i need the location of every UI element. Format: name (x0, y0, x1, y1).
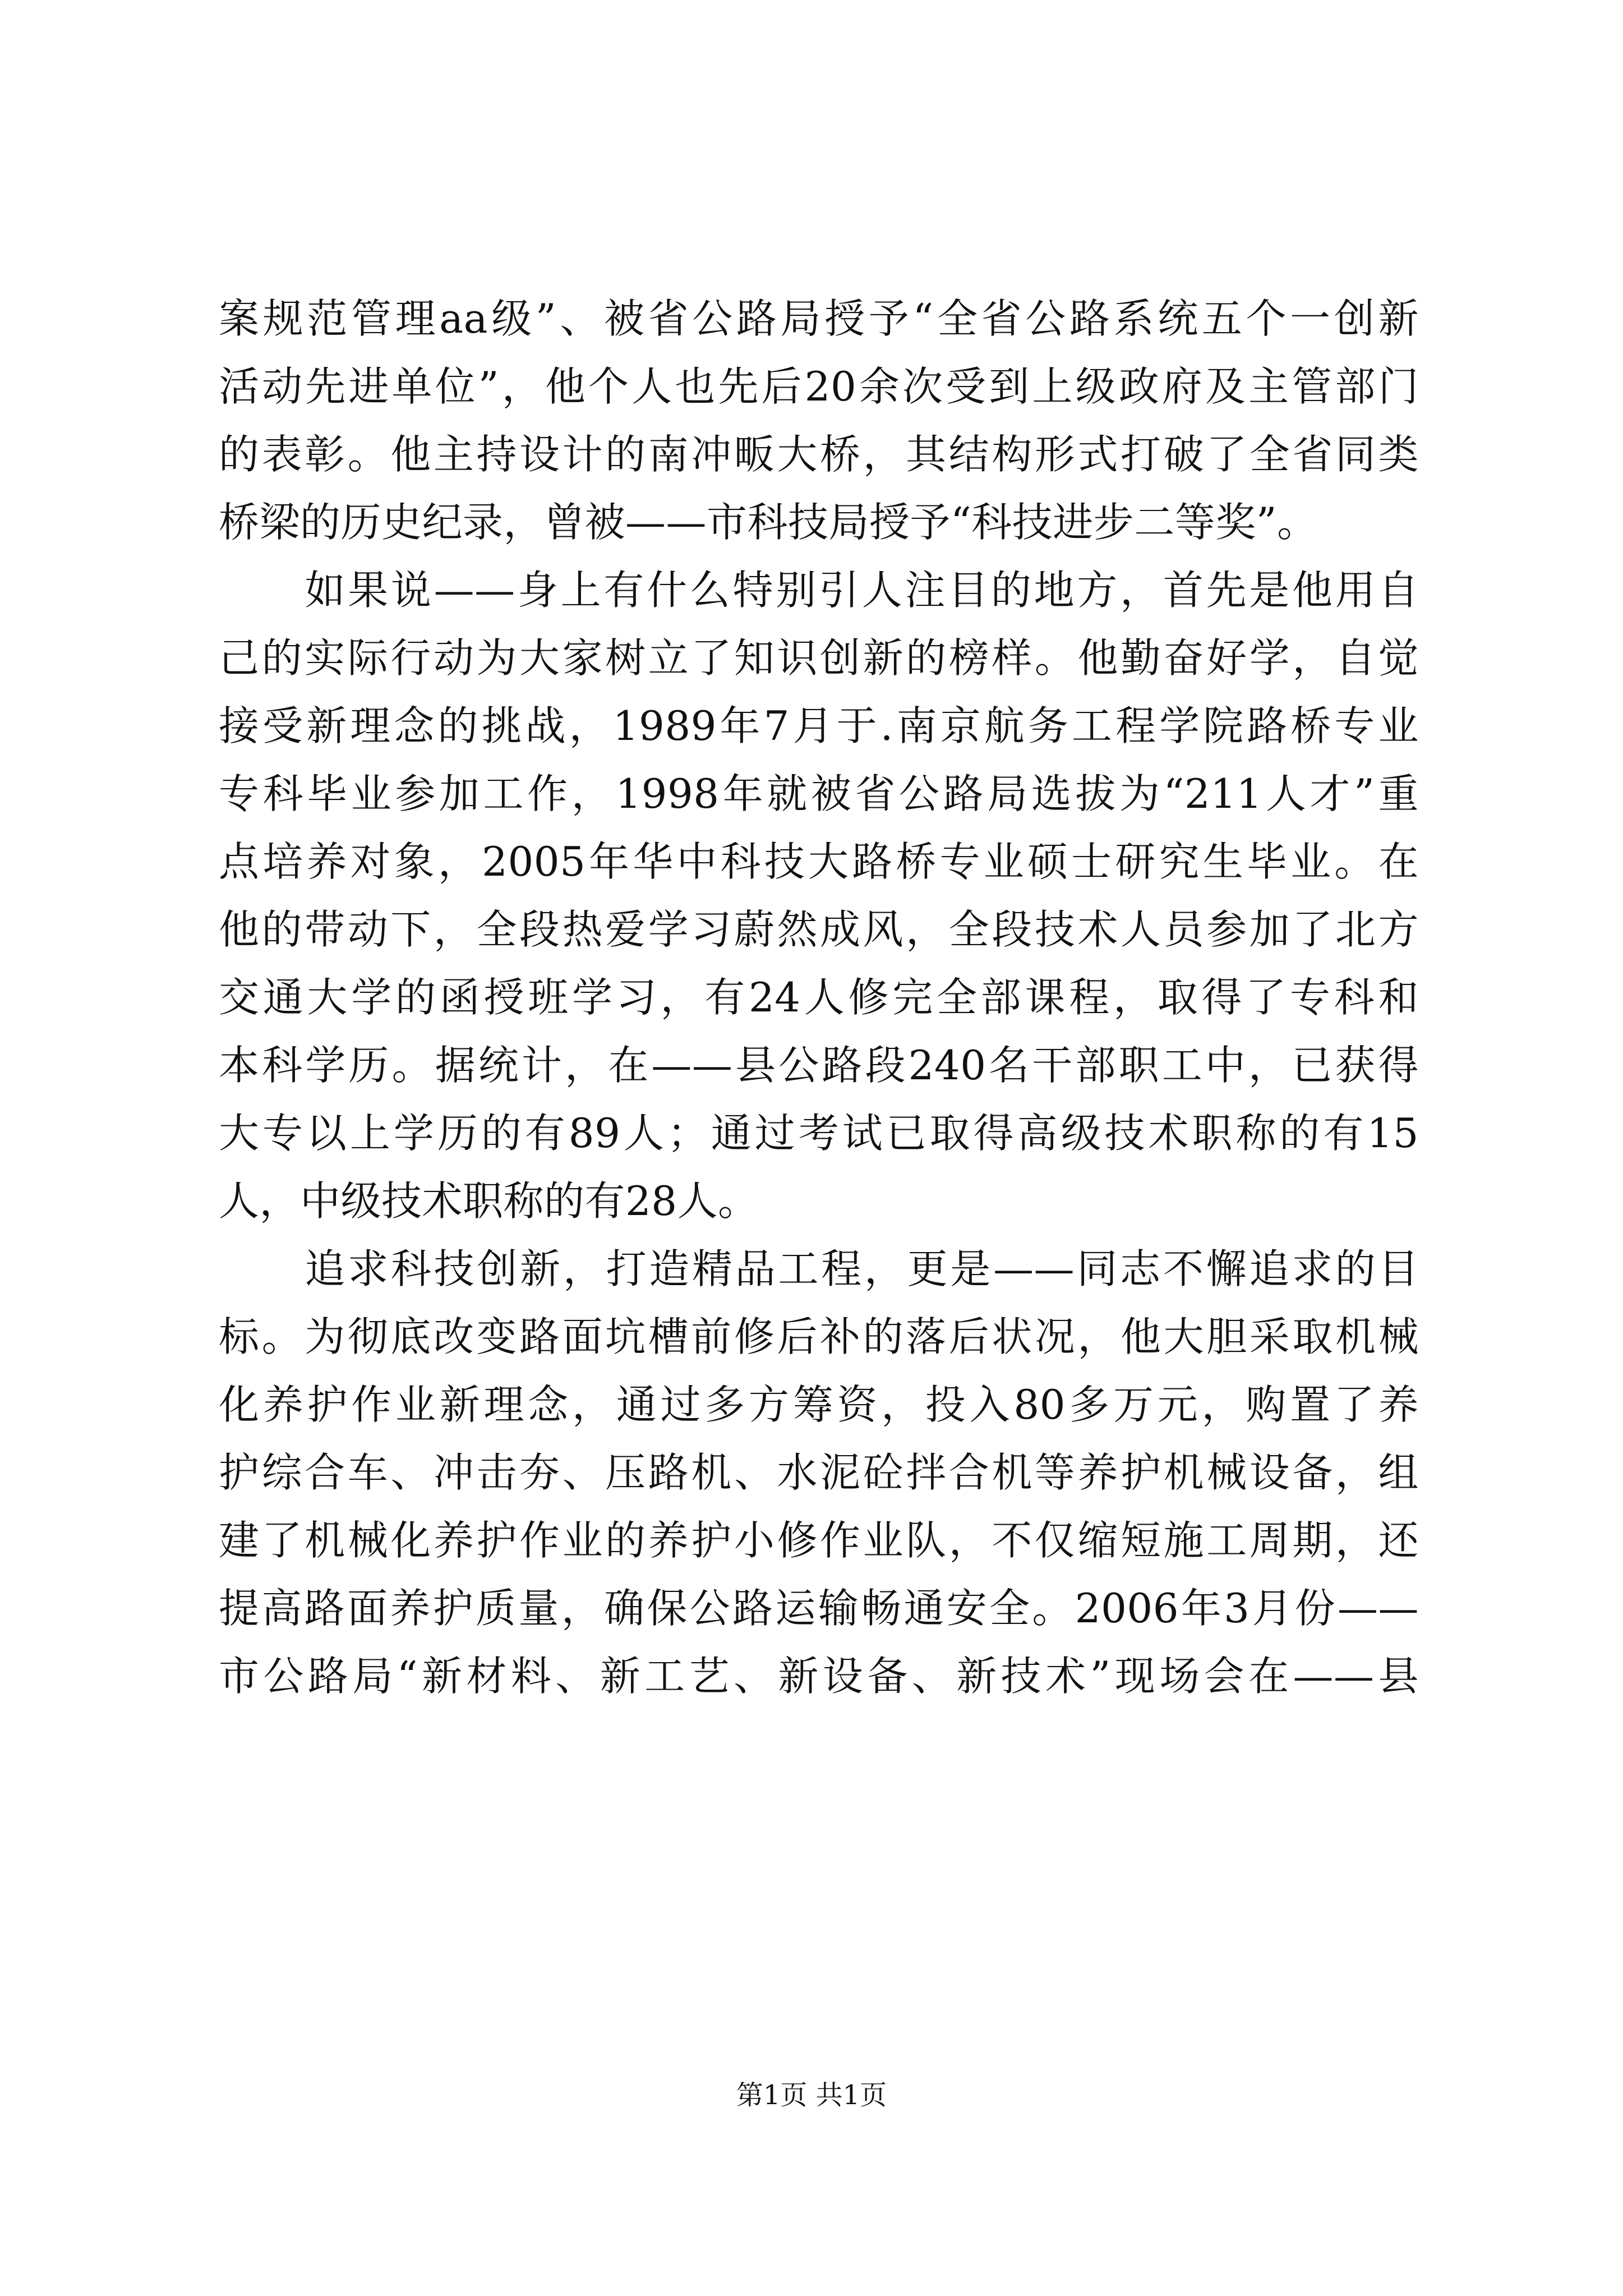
paragraph-1 (219, 285, 1419, 556)
text-line: 他的带动下，全段热爱学习蔚然成风，全段技术人员参加了北方 (219, 906, 1419, 953)
text-line: 提高路面养护质量，确保公路运输畅通安全。2006年3月份—— (219, 1585, 1419, 1632)
text-line: 护综合车、冲击夯、压路机、水泥砼拌合机等养护机械设备，组 (219, 1449, 1419, 1496)
text-line: 案规范管理aa级”、被省公路局授予“全省公路系统五个一创新 (219, 295, 1419, 342)
text-line: 化养护作业新理念，通过多方筹资，投入80多万元，购置了养 (219, 1381, 1419, 1428)
text-line: 点培养对象，2005年华中科技大路桥专业硕士研究生毕业。在 (219, 838, 1419, 885)
text-line: 专科毕业参加工作，1998年就被省公路局选拔为“211人才”重 (219, 770, 1419, 817)
text-line: 交通大学的函授班学习，有24人修完全部课程，取得了专科和 (219, 974, 1419, 1021)
text-line: 建了机械化养护作业的养护小修作业队，不仅缩短施工周期，还 (219, 1517, 1419, 1564)
text-line: 大专以上学历的有89人；通过考试已取得高级技术职称的有15 (219, 1110, 1419, 1157)
text-line: 接受新理念的挑战，1989年7月于.南京航务工程学院路桥专业 (219, 702, 1419, 749)
paragraph-3 (219, 1235, 1419, 1710)
text-line: 市公路局“新材料、新工艺、新设备、新技术”现场会在——县 (219, 1653, 1419, 1700)
text-line: 的表彰。他主持设计的南冲畈大桥，其结构形式打破了全省同类 (219, 431, 1419, 478)
text-line: 人，中级技术职称的有28人。 (219, 1177, 759, 1225)
text-line: 本科学历。据统计，在——县公路段240名干部职工中，已获得 (219, 1042, 1419, 1089)
text-line: 如果说——身上有什么特别引人注目的地方，首先是他用自 (219, 567, 1419, 614)
text-line: 追求科技创新，打造精品工程，更是——同志不懈追求的目 (219, 1245, 1419, 1292)
text-line: 桥梁的历史纪录，曾被——市科技局授予“科技进步二等奖”。 (219, 499, 1318, 546)
document-body (219, 285, 1419, 1710)
text-line: 标。为彻底改变路面坑槽前修后补的落后状况，他大胆采取机械 (219, 1313, 1419, 1360)
text-line: 己的实际行动为大家树立了知识创新的榜样。他勤奋好学，自觉 (219, 634, 1419, 682)
page-footer: 第1页 共1页 (736, 2079, 887, 2111)
paragraph-2 (219, 556, 1419, 1235)
text-line: 活动先进单位”，他个人也先后20余次受到上级政府及主管部门 (219, 363, 1419, 410)
